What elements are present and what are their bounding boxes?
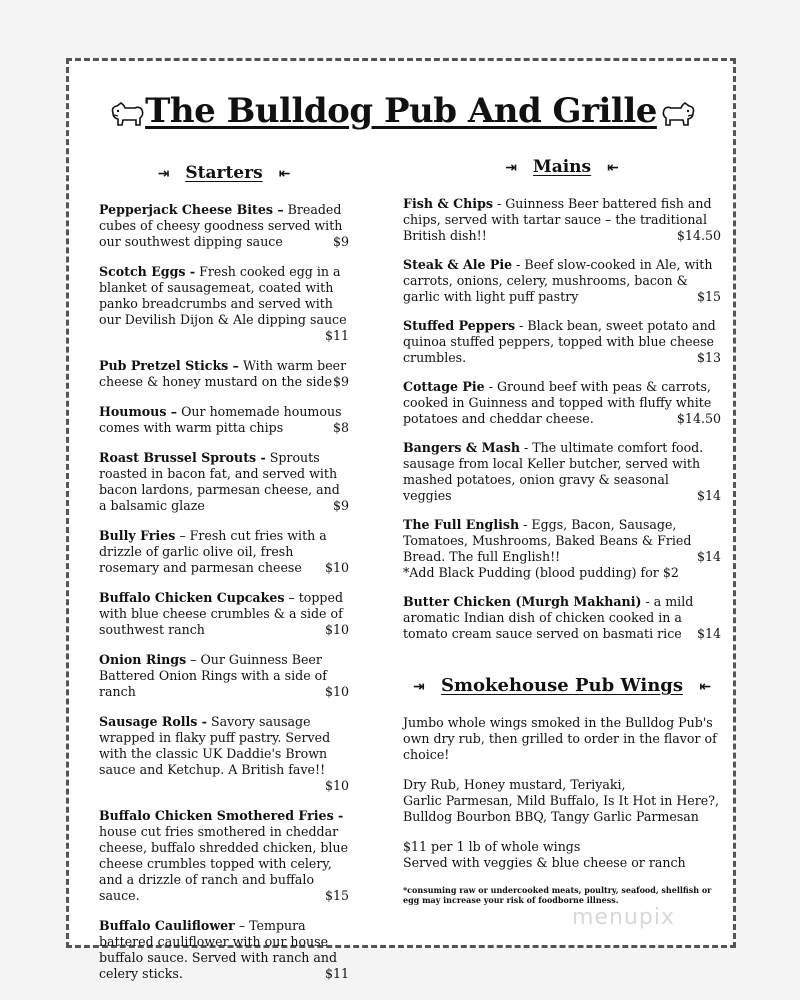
menu-item-name: Buffalo Cauliflower	[99, 918, 235, 933]
menu-item	[403, 594, 721, 642]
menu-item	[99, 450, 349, 514]
menu-item-name: Buffalo Chicken Smothered Fries -	[99, 808, 344, 823]
menu-item-price: $9	[332, 498, 349, 513]
menu-item-price: $11	[324, 328, 349, 343]
menu-item-name: Scotch Eggs -	[99, 264, 196, 279]
menu-item-description: – Tempura battered cauliflower with our house buffalo sauce. Served with ranch and celery sticks.	[99, 918, 338, 981]
menu-item-description: Sprouts roasted in bacon fat, and served with bacon lardons, parmesan cheese, and a balsamic glaze	[99, 450, 340, 513]
menu-item-description: With warm beer cheese & honey mustard on the side	[99, 358, 347, 389]
menu-item-description: Fresh cooked egg in a blanket of sausagemeat, coated with panko breadcrumbs and served with our Devilish Dijon & Ale dipping sauce	[99, 264, 347, 327]
wings-served: Served with veggies & blue cheese or ranch	[403, 855, 686, 870]
menu-item-description: – topped with blue cheese crumbles & a side of southwest ranch	[99, 590, 344, 637]
menu-item	[99, 358, 349, 390]
menu-item-description: - Eggs, Bacon, Sausage, Tomatoes, Mushrooms, Baked Beans & Fried Bread. The full English!!	[403, 517, 692, 564]
mains-heading	[403, 159, 721, 176]
menu-item-name: Cottage Pie	[403, 379, 485, 394]
menu-item-name: Stuffed Peppers	[403, 318, 516, 333]
wings-intro: Jumbo whole wings smoked in the Bulldog Pub's own dry rub, then grilled to order in the flavor of choice!	[403, 715, 717, 762]
menu-item-name: The Full English	[403, 517, 520, 532]
arrow-to-bar-right-icon: ⇥	[157, 166, 170, 182]
menu-item-price: $8	[332, 420, 349, 435]
menu-item	[99, 404, 349, 436]
mains-heading-label: Mains	[532, 157, 592, 177]
menu-item-price: $14	[696, 626, 721, 641]
menu-item-name: Buffalo Chicken Cupcakes	[99, 590, 285, 605]
menu-item-price: $9	[332, 374, 349, 389]
arrow-to-bar-left-icon: ⇤	[607, 160, 619, 176]
menu-item	[99, 264, 349, 344]
page-title: The Bulldog Pub And Grille	[145, 91, 657, 131]
wings-price: $11 per 1 lb of whole wings	[403, 839, 581, 854]
menu-item-price: $10	[324, 622, 349, 637]
menu-item	[403, 379, 721, 427]
menu-item	[99, 590, 349, 638]
menu-item	[99, 714, 349, 794]
arrow-to-bar-right-icon: ⇥	[505, 160, 517, 176]
wings-flavors-line: Garlic Parmesan, Mild Buffalo, Is It Hot in Here?,	[403, 793, 719, 808]
title-row	[69, 91, 733, 131]
menu-item	[99, 528, 349, 576]
menu-item	[403, 440, 721, 504]
menu-item-price: $13	[696, 350, 721, 365]
wings-flavors-line: Dry Rub, Honey mustard, Teriyaki,	[403, 777, 626, 792]
menu-item-description: – Fresh cut fries with a drizzle of garlic olive oil, fresh rosemary and parmesan cheese	[99, 528, 327, 575]
menu-item-name: Roast Brussel Sprouts -	[99, 450, 266, 465]
arrow-to-bar-right-icon: ⇥	[412, 679, 425, 695]
menu-item	[403, 257, 721, 305]
menu-item-description: Our homemade houmous comes with warm pitta chips	[99, 404, 342, 435]
menu-item-name: Steak & Ale Pie	[403, 257, 513, 272]
menu-item-description: - Guinness Beer battered fish and chips, served with tartar sauce – the traditional British dish!!	[403, 196, 712, 243]
menu-item-description: - Ground beef with peas & carrots, cooked in Guinness and topped with fluffy white potatoes and cheddar cheese.	[403, 379, 712, 426]
menu-item-name: Pub Pretzel Sticks –	[99, 358, 239, 373]
arrow-to-bar-left-icon: ⇤	[699, 679, 712, 695]
menu-item-price: $10	[324, 684, 349, 699]
menu-item-name: Bangers & Mash	[403, 440, 520, 455]
menu-item	[403, 318, 721, 366]
menu-item	[99, 202, 349, 250]
menu-item-name: Onion Rings	[99, 652, 187, 667]
menu-item	[99, 918, 349, 982]
starters-column	[99, 165, 349, 996]
starters-heading	[99, 165, 349, 182]
menu-item	[403, 196, 721, 244]
menu-item-name: Houmous –	[99, 404, 178, 419]
wings-heading-label: Smokehouse Pub Wings	[440, 675, 684, 696]
menu-item-name: Bully Fries	[99, 528, 176, 543]
menu-item-description: Savory sausage wrapped in flaky puff pastry. Served with the classic UK Daddie's Brown sauce and Ketchup. A British fave!!	[99, 714, 331, 777]
menu-item-description: Breaded cubes of cheesy goodness served with our southwest dipping sauce	[99, 202, 343, 249]
wings-pricing	[403, 839, 721, 871]
menu-item-description: - a mild aromatic Indian dish of chicken cooked in a tomato cream sauce served on basmati rice	[403, 594, 694, 641]
menu-page	[66, 58, 736, 981]
menu-item-description: - Beef slow-cooked in Ale, with carrots, onions, celery, mushrooms, bacon & garlic with light puff pastry	[403, 257, 713, 304]
menu-item-price: $10	[324, 778, 349, 793]
menu-item-name: Butter Chicken (Murgh Makhani)	[403, 594, 642, 609]
menu-item-name: Sausage Rolls -	[99, 714, 208, 729]
menu-item-price: $14	[696, 488, 721, 503]
wings-heading	[403, 675, 721, 696]
menu-item-price: $14.50	[676, 411, 721, 426]
wings-section	[403, 715, 721, 905]
menu-item-description: - The ultimate comfort food. sausage from local Keller butcher, served with mashed potatoes, onion gravy & seasonal veggies	[403, 440, 704, 503]
food-safety-disclaimer: *consuming raw or undercooked meats, poultry, seafood, shellfish or egg may increase your risk of foodborne illness.	[403, 885, 712, 905]
wings-flavors-line: Bulldog Bourbon BBQ, Tangy Garlic Parmesan	[403, 809, 699, 824]
wings-flavors	[403, 777, 721, 825]
arrow-to-bar-left-icon: ⇤	[278, 166, 291, 182]
menu-item	[99, 652, 349, 700]
menu-item	[403, 517, 721, 581]
menu-item-price: $10	[324, 560, 349, 575]
watermark-logo: menupix	[572, 905, 675, 930]
menu-item-description: – Our Guinness Beer Battered Onion Rings with a side of ranch	[99, 652, 327, 699]
menu-item-price: $14.50	[676, 228, 721, 243]
mains-column	[403, 159, 721, 905]
menu-item-price: $15	[324, 888, 349, 903]
menu-item-description: - Black bean, sweet potato and quinoa stuffed peppers, topped with blue cheese crumbles.	[403, 318, 716, 365]
menu-item-price: $11	[324, 966, 349, 981]
menu-item-name: Fish & Chips	[403, 196, 493, 211]
menu-item-price: $9	[332, 234, 349, 249]
starters-heading-label: Starters	[185, 163, 263, 183]
menu-item-description: house cut fries smothered in cheddar cheese, buffalo shredded chicken, blue cheese crumbles topped with celery, and a drizzle of ranch and buffalo sauce.	[99, 824, 349, 903]
menu-item-price: $14	[696, 549, 721, 564]
menu-item-name: Pepperjack Cheese Bites –	[99, 202, 284, 217]
menu-item	[99, 808, 349, 904]
menu-item-note: *Add Black Pudding (blood pudding) for $2	[403, 565, 679, 580]
menu-item-price: $15	[696, 289, 721, 304]
